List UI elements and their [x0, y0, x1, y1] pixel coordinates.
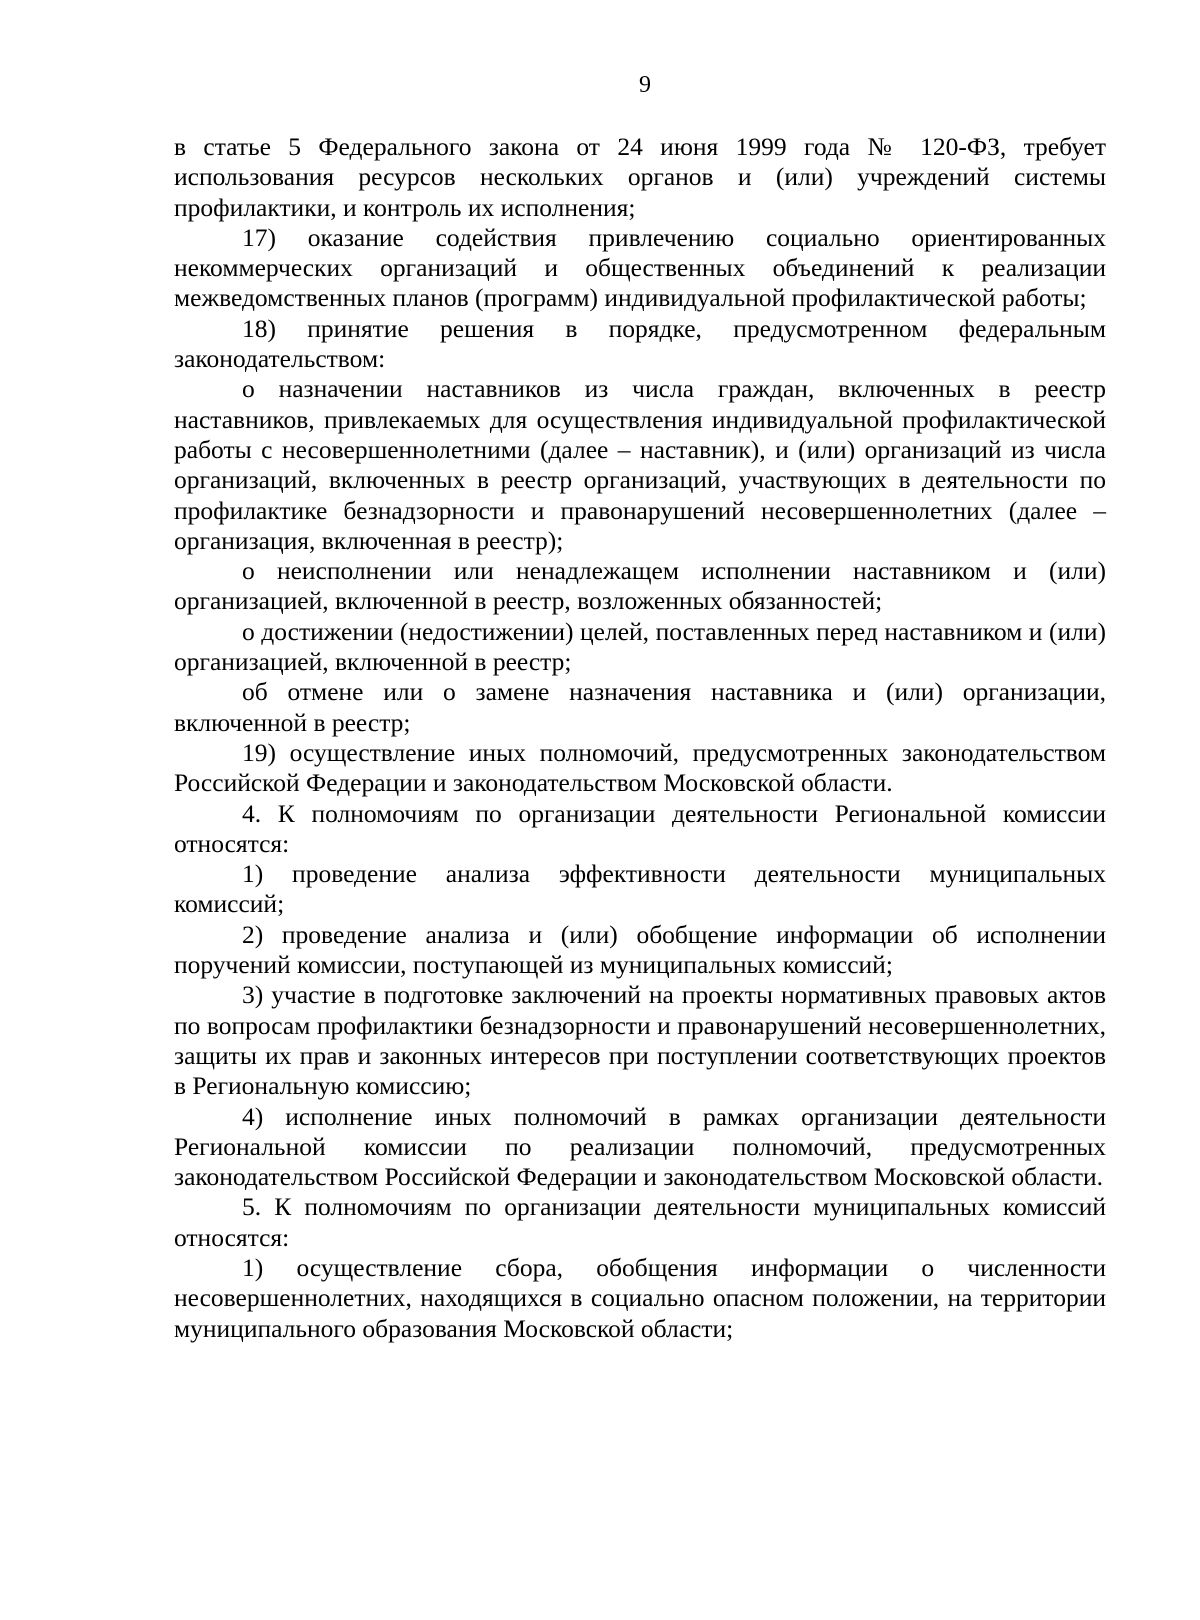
document-body [174, 132, 1106, 1344]
page-number: 9 [639, 72, 651, 98]
paragraph-section-4-item-1: 1) проведение анализа эффективности деятельности муниципальных комиссий; [174, 859, 1106, 919]
paragraph-section-4-item-4: 4) исполнение иных полномочий в рамках организации деятельности Региональной комиссии по реализации полномочий, предусмотренных законодательством Российской Федерации и законодательством Московской области. [174, 1101, 1106, 1192]
paragraph-section-5: 5. К полномочиям по организации деятельности муниципальных комиссий относятся: [174, 1192, 1106, 1252]
paragraph-goals-achievement: о достижении (недостижении) целей, поставленных перед наставником и (или) организацией, включенной в реестр; [174, 616, 1106, 677]
paragraph-section-4: 4. К полномочиям по организации деятельности Региональной комиссии относятся: [174, 798, 1106, 858]
paragraph-item-18: 18) принятие решения в порядке, предусмотренном федеральным законодательством: [174, 313, 1106, 374]
paragraph-mentor-appointment: о назначении наставников из числа граждан, включенных в реестр наставников, привлекаемых для осуществления индивидуальной профилактической работы с несовершеннолетними (далее – наставник), и (или) организаций из числа организаций, включенных в реестр организаций, участвующих в деятельности по профилактике безнадзорности и правонарушений несовершеннолетних (далее – организация, включенная в реестр); [174, 374, 1106, 555]
paragraph-item-17: 17) оказание содействия привлечению социально ориентированных некоммерческих организаций и общественных объединений к реализации межведомственных планов (программ) индивидуальной профилактической работы; [174, 222, 1106, 313]
paragraph-cancellation: об отмене или о замене назначения наставника и (или) организации, включенной в реестр; [174, 677, 1106, 737]
paragraph-section-4-item-2: 2) проведение анализа и (или) обобщение информации об исполнении поручений комиссии, поступающей из муниципальных комиссий; [174, 919, 1106, 980]
paragraph-non-performance: о неисполнении или ненадлежащем исполнении наставником и (или) организацией, включенной в реестр, возложенных обязанностей; [174, 556, 1106, 616]
paragraph-section-4-item-3: 3) участие в подготовке заключений на проекты нормативных правовых актов по вопросам профилактики безнадзорности и правонарушений несовершеннолетних, защиты их прав и законных интересов при поступлении соответствующих проектов в Региональную комиссию; [174, 980, 1106, 1101]
paragraph-item-19: 19) осуществление иных полномочий, предусмотренных законодательством Российской Федерации и законодательством Московской области. [174, 737, 1106, 798]
paragraph-section-5-item-1: 1) осуществление сбора, обобщения информации о численности несовершеннолетних, находящихся в социально опасном положении, на территории муниципального образования Московской области; [174, 1252, 1106, 1343]
paragraph-continuation: в статье 5 Федерального закона от 24 июня 1999 года № 120-ФЗ, требует использования ресурсов нескольких органов и (или) учреждений системы профилактики, и контроль их исполнения; [174, 132, 1106, 222]
